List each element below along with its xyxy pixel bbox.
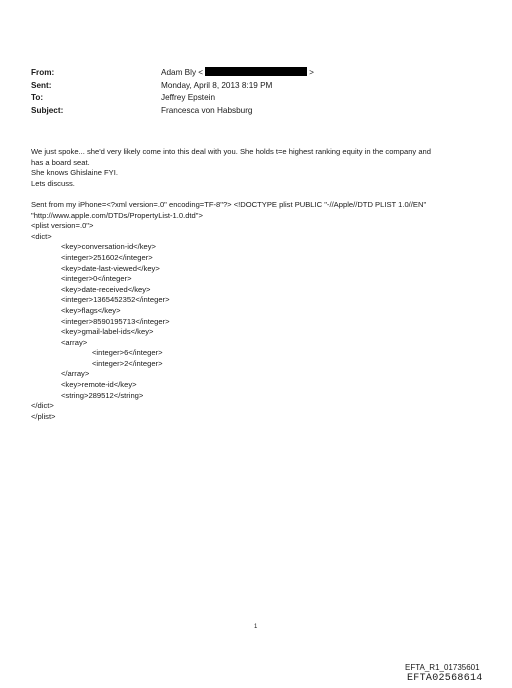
body-line: She knows Ghislaine FYI. — [31, 168, 118, 178]
spacer — [31, 189, 486, 200]
email-header — [31, 67, 471, 117]
body-line: We just spoke... she'd very likely come into this deal with you. She holds t=e highest ranking equity in the company and — [31, 147, 431, 156]
subject-row — [31, 105, 471, 118]
plist-line: <integer>8590195713</integer> — [61, 316, 170, 326]
sent-label: Sent: — [31, 80, 52, 90]
from-suffix: > — [309, 68, 314, 77]
sent-row — [31, 80, 471, 93]
plist-array-item: <integer>6</integer> — [92, 348, 163, 358]
plist-line: <key>conversation-id</key> — [61, 242, 156, 252]
plist-open: <plist version=.0"> — [31, 221, 94, 231]
to-value: Jeffrey Epstein — [161, 93, 216, 102]
from-name: Adam Bly < — [161, 68, 204, 77]
plist-line: <integer>0</integer> — [61, 274, 132, 284]
body-line: Lets discuss. — [31, 178, 75, 188]
plist-line: </array> — [61, 369, 90, 379]
plist-array-item: <integer>2</integer> — [92, 358, 163, 368]
from-value — [161, 67, 314, 80]
to-row — [31, 92, 471, 105]
from-label: From: — [31, 68, 55, 77]
plist-line: <string>289512</string> — [61, 390, 144, 400]
plist-line: <key>date-received</key> — [61, 284, 151, 294]
email-body — [31, 147, 486, 422]
subject-label: Subject: — [31, 105, 64, 115]
from-row — [31, 67, 471, 80]
bates-number-secondary: EFTA02568614 — [407, 673, 483, 684]
to-label: To: — [31, 93, 44, 102]
plist-line: <integer>1365452352</integer> — [61, 295, 170, 305]
plist-line: <integer>251602</integer> — [61, 252, 153, 262]
dict-open: <dict> — [31, 231, 52, 241]
page-number: 1 — [254, 624, 258, 630]
plist-line: <key>date-last-viewed</key> — [61, 263, 160, 273]
dict-close: </dict> — [31, 401, 54, 411]
signature-line: "http://www.apple.com/DTDs/PropertyList-1.0.dtd"> — [31, 210, 203, 220]
plist-line: <array> — [61, 337, 88, 347]
plist-line: <key>flags</key> — [61, 305, 121, 315]
signature-line: Sent from my iPhone=<?xml version=.0" encoding=TF-8"?> <!DOCTYPE plist PUBLIC "-//Apple//DTD PLIST 1.0//EN" — [31, 199, 427, 209]
body-line: has a board seat. — [31, 157, 90, 167]
redaction-box — [205, 67, 307, 76]
subject-value: Francesca von Habsburg — [161, 105, 253, 115]
plist-line: <key>remote-id</key> — [61, 380, 137, 390]
plist-line: <key>gmail-label-ids</key> — [61, 327, 154, 337]
plist-close: </plist> — [31, 411, 56, 421]
sent-value: Monday, April 8, 2013 8:19 PM — [161, 80, 273, 90]
bates-number-primary: EFTA_R1_01735601 — [405, 663, 480, 672]
